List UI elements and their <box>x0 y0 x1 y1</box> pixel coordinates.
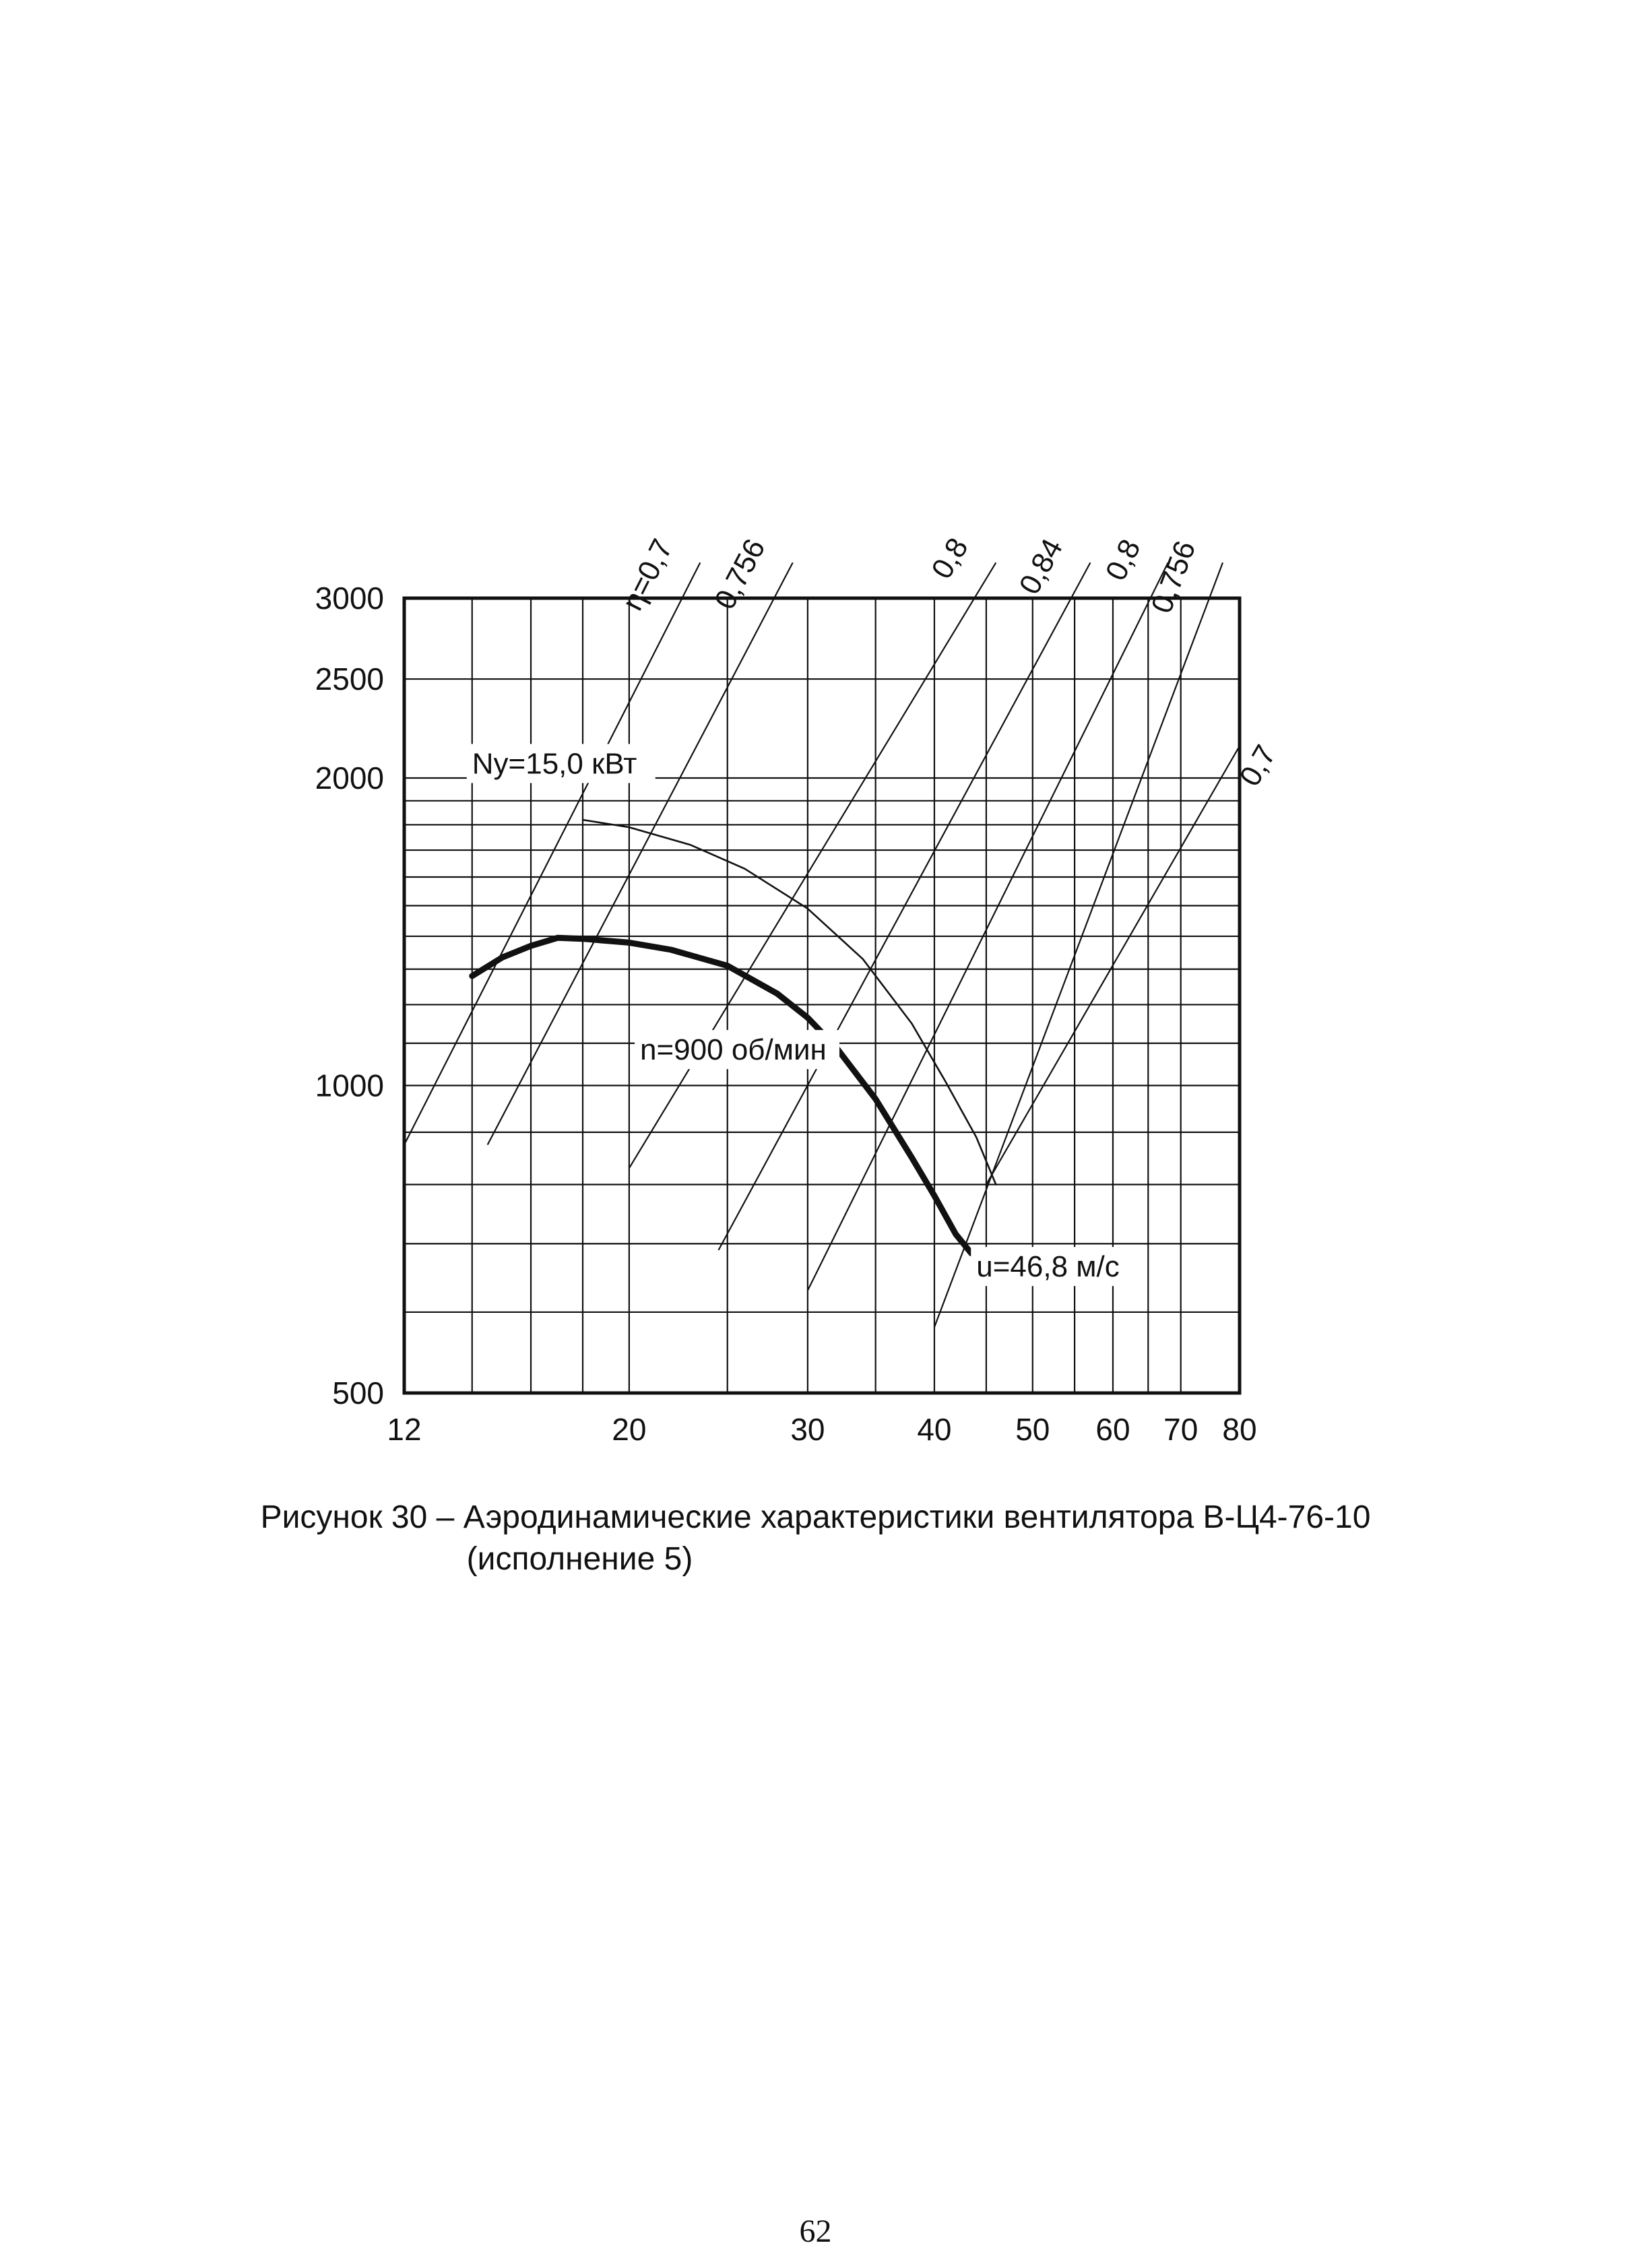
x-tick-label: 70 <box>1163 1412 1198 1447</box>
pressure-curve <box>472 938 971 1253</box>
efficiency-label: 0,756 <box>1145 536 1203 618</box>
x-tick-label: 20 <box>612 1412 647 1447</box>
efficiency-label: 0,756 <box>708 533 772 615</box>
efficiency-label: 0,8 <box>925 532 975 585</box>
x-tick-label: 60 <box>1095 1412 1130 1447</box>
efficiency-label: 0,8 <box>1099 533 1147 586</box>
efficiency-lines <box>404 532 1283 1327</box>
x-tick-label: 30 <box>790 1412 825 1447</box>
y-tick-label: 500 <box>332 1375 384 1411</box>
y-tick-label: 2000 <box>315 760 384 796</box>
efficiency-line <box>934 562 1223 1327</box>
figure-caption <box>0 1497 1631 1580</box>
caption-line-2: (исполнение 5) <box>466 1541 693 1577</box>
annotation-label: n=900 об/мин <box>640 1033 827 1067</box>
efficiency-label: 0,84 <box>1013 533 1070 600</box>
efficiency-label: 0,7 <box>1233 739 1283 792</box>
x-tick-label: 40 <box>917 1412 952 1447</box>
x-tick-label: 80 <box>1222 1412 1257 1447</box>
efficiency-label: η=0,7 <box>616 533 680 616</box>
tick-labels <box>315 581 1257 1447</box>
y-tick-label: 1000 <box>315 1068 384 1103</box>
y-tick-label: 2500 <box>315 661 384 697</box>
annotation-label: u=46,8 м/с <box>976 1250 1120 1284</box>
caption-line-1: Рисунок 30 – Аэродинамические характеристики вентилятора В-Ц4-76-10 <box>260 1499 1371 1535</box>
annotation-label: Ny=15,0 кВт <box>472 747 637 781</box>
page-number: 62 <box>799 2213 832 2249</box>
x-tick-label: 50 <box>1015 1412 1050 1447</box>
x-tick-label: 12 <box>387 1412 422 1447</box>
y-tick-label: 3000 <box>315 581 384 616</box>
